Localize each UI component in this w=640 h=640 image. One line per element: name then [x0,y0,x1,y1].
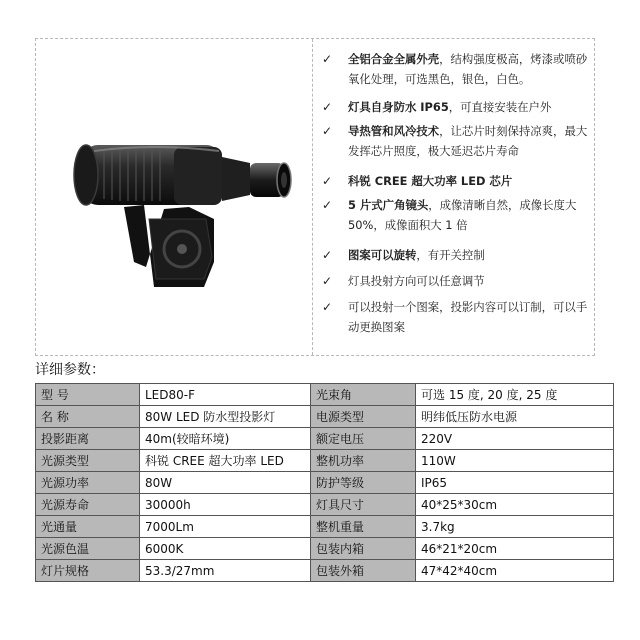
param-value: 7000Lm [140,516,311,538]
feature-item: ✓ 全铝合金全属外壳，结构强度极高，烤漆或喷砂氧化处理，可选黑色，银色，白色。 [320,49,590,97]
param-label: 光通量 [36,516,140,538]
param-label: 防护等级 [311,472,416,494]
table-row [36,406,614,428]
checkmark-icon: ✓ [322,274,333,288]
projector-lamp-image [54,87,294,297]
param-label: 整机功率 [311,450,416,472]
table-row [36,538,614,560]
checkmark-icon: ✓ [322,198,333,212]
param-label: 额定电压 [311,428,416,450]
param-value: 47*42*40cm [416,560,614,582]
checkmark-icon: ✓ [322,100,333,114]
feature-item: ✓ 图案可以旋转，有开关控制 [320,245,590,271]
param-value: 40m(较暗环境) [140,428,311,450]
param-value: 220V [416,428,614,450]
params-title: 详细参数： [35,362,105,378]
param-label: 灯片规格 [36,560,140,582]
param-value: 40*25*30cm [416,494,614,516]
table-row [36,494,614,516]
param-label: 电源类型 [311,406,416,428]
feature-item: ✓ 科锐 CREE 超大功率 LED 芯片 [320,171,590,195]
feature-item: ✓ 5 片式广角镜头，成像清晰自然，成像长度大 50%，成像面积大 1 倍 [320,195,590,245]
param-label: 光源寿命 [36,494,140,516]
param-label: 灯具尺寸 [311,494,416,516]
feature-list [320,49,590,341]
checkmark-icon: ✓ [322,248,333,262]
table-row [36,516,614,538]
checkmark-icon: ✓ [322,52,333,66]
feature-item: ✓ 灯具自身防水 IP65，可直接安装在户外 [320,97,590,121]
param-value: 46*21*20cm [416,538,614,560]
panel-divider [312,39,313,355]
table-row [36,560,614,582]
param-value: LED80-F [140,384,311,406]
param-label: 投影距离 [36,428,140,450]
param-value: 80W [140,472,311,494]
table-row [36,384,614,406]
param-label: 光源类型 [36,450,140,472]
param-value: 53.3/27mm [140,560,311,582]
param-label: 整机重量 [311,516,416,538]
product-overview-panel [35,38,595,356]
feature-item: ✓ 导热管和风冷技术，让芯片时刻保持凉爽，最大发挥芯片照度，极大延迟芯片寿命 [320,121,590,171]
param-value: 30000h [140,494,311,516]
param-label: 包装外箱 [311,560,416,582]
param-value: 可选 15 度, 20 度, 25 度 [416,384,614,406]
feature-item: ✓ 灯具投射方向可以任意调节 [320,271,590,297]
param-value: 3.7kg [416,516,614,538]
param-value: 明纬低压防水电源 [416,406,614,428]
table-row [36,450,614,472]
feature-item: ✓ 可以投射一个图案，投影内容可以订制，可以手动更换图案 [320,297,590,341]
checkmark-icon: ✓ [322,300,333,314]
param-value: 6000K [140,538,311,560]
param-label: 光束角 [311,384,416,406]
param-label: 名 称 [36,406,140,428]
table-row [36,472,614,494]
param-value: 110W [416,450,614,472]
param-label: 型 号 [36,384,140,406]
param-value: 科锐 CREE 超大功率 LED [140,450,311,472]
table-row [36,428,614,450]
params-table [35,383,614,582]
checkmark-icon: ✓ [322,174,333,188]
param-label: 光源功率 [36,472,140,494]
param-label: 光源色温 [36,538,140,560]
param-value: IP65 [416,472,614,494]
param-label: 包装内箱 [311,538,416,560]
param-value: 80W LED 防水型投影灯 [140,406,311,428]
checkmark-icon: ✓ [322,124,333,138]
